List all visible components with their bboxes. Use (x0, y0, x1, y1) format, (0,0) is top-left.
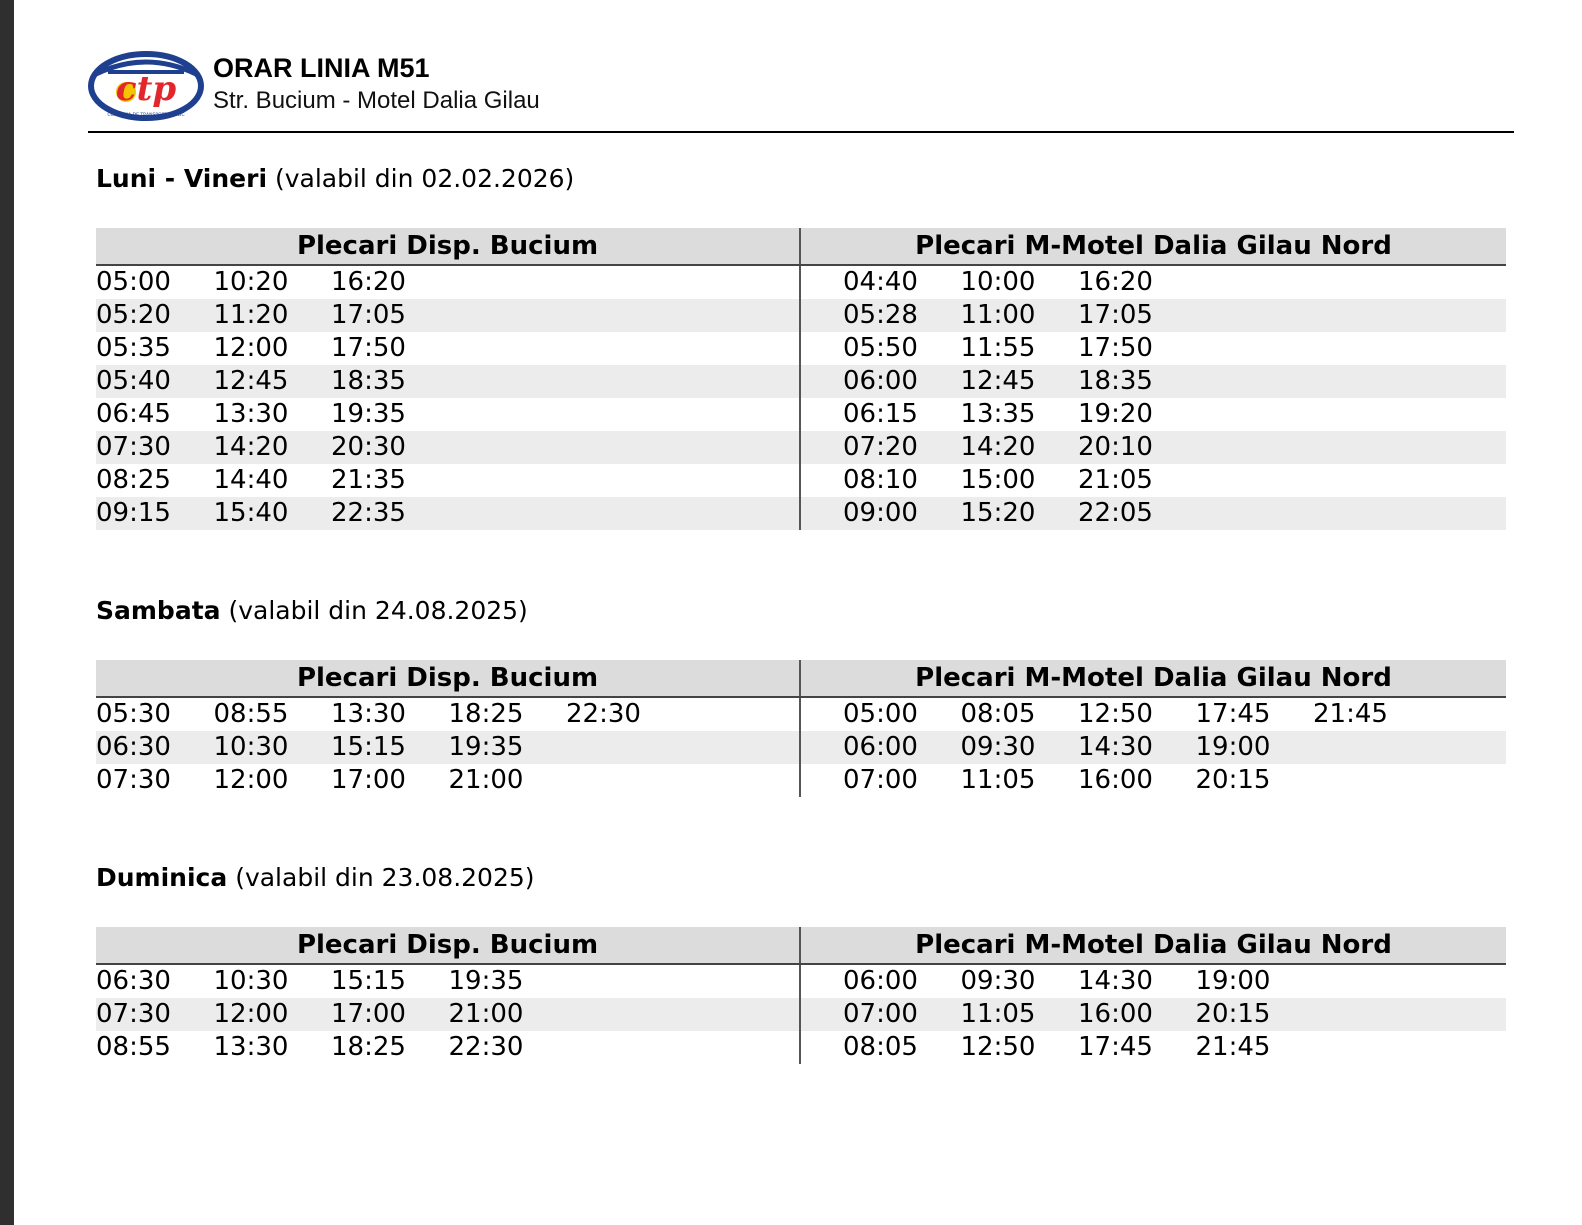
timetable (96, 660, 1506, 797)
departure-time: 21:45 (1195, 1032, 1271, 1062)
departure-time: 08:55 (96, 1032, 171, 1062)
timetable-header (96, 660, 1506, 698)
timetable-body (96, 698, 1506, 797)
departures-gilau-cells (801, 731, 1506, 764)
departure-time: 17:05 (1078, 300, 1153, 330)
departure-time: 21:00 (448, 999, 524, 1029)
departure-time: 18:25 (331, 1032, 406, 1062)
departure-time: 09:15 (96, 498, 171, 528)
section-validity: (valabil din 24.08.2025) (228, 596, 528, 625)
departure-time: 11:20 (213, 300, 289, 330)
timetable (96, 228, 1506, 530)
departure-time: 17:50 (1078, 333, 1153, 363)
departure-time: 08:10 (843, 465, 918, 495)
departures-gilau-cells (801, 764, 1506, 797)
table-row (96, 731, 1506, 764)
departures-gilau-cells (801, 965, 1506, 998)
section-day: Luni - Vineri (96, 164, 268, 193)
departure-time: 07:00 (843, 765, 918, 795)
departure-time: 12:00 (213, 333, 289, 363)
departure-time: 10:30 (213, 732, 289, 762)
departure-time: 10:20 (213, 267, 289, 297)
departure-time: 14:20 (960, 432, 1036, 462)
section-validity: (valabil din 23.08.2025) (235, 863, 535, 892)
departures-gilau-cells (801, 266, 1506, 299)
departure-time: 13:30 (213, 399, 289, 429)
departure-time: 05:50 (843, 333, 918, 363)
departures-gilau-cells (801, 497, 1506, 530)
departure-time: 12:50 (960, 1032, 1036, 1062)
header-departures-bucium: Plecari Disp. Bucium (96, 927, 801, 963)
table-row (96, 497, 1506, 530)
departure-time: 09:00 (843, 498, 918, 528)
departure-time: 09:30 (960, 966, 1036, 996)
departures-bucium-cells (96, 497, 801, 530)
departures-gilau-cells (801, 698, 1506, 731)
departure-time: 10:30 (213, 966, 289, 996)
timetable-body (96, 266, 1506, 530)
departures-gilau-cells (801, 464, 1506, 497)
departure-time: 11:05 (960, 765, 1036, 795)
departure-time: 17:00 (331, 765, 406, 795)
departure-time: 06:00 (843, 732, 918, 762)
departures-gilau-cells (801, 998, 1506, 1031)
departure-time: 20:15 (1195, 999, 1271, 1029)
departure-time: 22:30 (566, 699, 641, 729)
departures-gilau-cells (801, 398, 1506, 431)
svg-text:COMPANIA DE TRANSPORT PUBLIC: COMPANIA DE TRANSPORT PUBLIC (107, 113, 185, 118)
departure-time: 20:10 (1078, 432, 1153, 462)
svg-text:ctp: ctp (115, 69, 177, 109)
departure-time: 15:15 (331, 732, 406, 762)
departure-time: 21:35 (331, 465, 406, 495)
departure-time: 06:15 (843, 399, 918, 429)
section-validity: (valabil din 02.02.2026) (274, 164, 575, 193)
departure-time: 21:00 (448, 765, 524, 795)
departure-time: 21:45 (1313, 699, 1388, 729)
departure-time: 12:50 (1078, 699, 1153, 729)
departure-time: 12:00 (213, 999, 289, 1029)
timetable-body (96, 965, 1506, 1064)
departure-time: 15:00 (960, 465, 1036, 495)
table-row (96, 698, 1506, 731)
departure-time: 04:40 (843, 267, 918, 297)
departure-time: 07:00 (843, 999, 918, 1029)
timetable-header (96, 927, 1506, 965)
departure-time: 08:05 (843, 1032, 918, 1062)
departure-time: 06:30 (96, 966, 171, 996)
departure-time: 20:30 (331, 432, 406, 462)
header-departures-bucium: Plecari Disp. Bucium (96, 660, 801, 696)
departure-time: 22:35 (331, 498, 406, 528)
departures-gilau-cells (801, 365, 1506, 398)
timetable-header (96, 228, 1506, 266)
departure-time: 11:55 (960, 333, 1036, 363)
table-row (96, 464, 1506, 497)
page-title: ORAR LINIA M51 (213, 53, 430, 83)
departure-time: 18:25 (448, 699, 524, 729)
departure-time: 22:05 (1078, 498, 1153, 528)
departure-time: 11:05 (960, 999, 1036, 1029)
table-row (96, 332, 1506, 365)
departure-time: 16:00 (1078, 999, 1153, 1029)
departure-time: 22:30 (448, 1032, 524, 1062)
departure-time: 05:00 (843, 699, 918, 729)
departure-time: 07:30 (96, 999, 171, 1029)
departures-bucium-cells (96, 398, 801, 431)
departures-gilau-cells (801, 299, 1506, 332)
departures-bucium-cells (96, 764, 801, 797)
departure-time: 16:00 (1078, 765, 1153, 795)
departure-time: 19:00 (1195, 732, 1271, 762)
departure-time: 17:45 (1078, 1032, 1153, 1062)
table-row (96, 1031, 1506, 1064)
table-row (96, 365, 1506, 398)
table-row (96, 965, 1506, 998)
departures-bucium-cells (96, 698, 801, 731)
departure-time: 12:00 (213, 765, 289, 795)
departure-time: 05:35 (96, 333, 171, 363)
departures-bucium-cells (96, 998, 801, 1031)
departure-time: 10:00 (960, 267, 1036, 297)
departure-time: 19:35 (331, 399, 406, 429)
departure-time: 07:20 (843, 432, 918, 462)
section-day: Sambata (96, 596, 221, 625)
section-day: Duminica (96, 863, 228, 892)
departure-time: 07:30 (96, 765, 171, 795)
departure-time: 13:30 (213, 1032, 289, 1062)
departures-bucium-cells (96, 431, 801, 464)
departure-time: 05:30 (96, 699, 171, 729)
departure-time: 08:05 (960, 699, 1036, 729)
departure-time: 19:00 (1195, 966, 1271, 996)
departures-gilau-cells (801, 332, 1506, 365)
route-subtitle: Str. Bucium - Motel Dalia Gilau (213, 87, 540, 114)
departures-bucium-cells (96, 965, 801, 998)
departure-time: 05:28 (843, 300, 918, 330)
departure-time: 17:50 (331, 333, 406, 363)
table-row (96, 998, 1506, 1031)
departure-time: 09:30 (960, 732, 1036, 762)
departure-time: 06:00 (843, 966, 918, 996)
header-departures-gilau: Plecari M-Motel Dalia Gilau Nord (915, 231, 1392, 261)
table-row (96, 299, 1506, 332)
departure-time: 12:45 (960, 366, 1036, 396)
header-departures-gilau: Plecari M-Motel Dalia Gilau Nord (915, 930, 1392, 960)
departure-time: 05:40 (96, 366, 171, 396)
departure-time: 18:35 (1078, 366, 1153, 396)
departure-time: 14:30 (1078, 966, 1153, 996)
departures-gilau-cells (801, 1031, 1506, 1064)
departure-time: 16:20 (1078, 267, 1153, 297)
departure-time: 17:00 (331, 999, 406, 1029)
departure-time: 19:20 (1078, 399, 1153, 429)
table-row (96, 266, 1506, 299)
ctp-logo (88, 48, 204, 124)
departures-gilau-cells (801, 431, 1506, 464)
departure-time: 20:15 (1195, 765, 1271, 795)
departure-time: 13:35 (960, 399, 1036, 429)
header-departures-bucium: Plecari Disp. Bucium (96, 228, 801, 264)
departure-time: 15:40 (213, 498, 289, 528)
departure-time: 06:45 (96, 399, 171, 429)
page-header (88, 44, 1514, 133)
departures-bucium-cells (96, 464, 801, 497)
departure-time: 21:05 (1078, 465, 1153, 495)
departures-bucium-cells (96, 266, 801, 299)
departure-time: 14:40 (213, 465, 289, 495)
departure-time: 15:20 (960, 498, 1036, 528)
departure-time: 17:05 (331, 300, 406, 330)
departures-bucium-cells (96, 332, 801, 365)
departures-bucium-cells (96, 1031, 801, 1064)
header-departures-gilau: Plecari M-Motel Dalia Gilau Nord (915, 663, 1392, 693)
departure-time: 07:30 (96, 432, 171, 462)
departures-bucium-cells (96, 731, 801, 764)
section-heading (96, 863, 535, 893)
departure-time: 06:30 (96, 732, 171, 762)
departure-time: 06:00 (843, 366, 918, 396)
viewer-left-edge (0, 0, 14, 1225)
table-row (96, 764, 1506, 797)
timetable-page (14, 0, 1582, 1225)
section-heading (96, 164, 574, 194)
departures-bucium-cells (96, 299, 801, 332)
departure-time: 14:20 (213, 432, 289, 462)
timetable (96, 927, 1506, 1064)
departure-time: 08:25 (96, 465, 171, 495)
section-heading (96, 596, 528, 626)
departure-time: 16:20 (331, 267, 406, 297)
table-row (96, 398, 1506, 431)
departure-time: 15:15 (331, 966, 406, 996)
departure-time: 08:55 (213, 699, 289, 729)
departure-time: 05:20 (96, 300, 171, 330)
departure-time: 19:35 (448, 732, 524, 762)
departure-time: 11:00 (960, 300, 1036, 330)
departure-time: 12:45 (213, 366, 289, 396)
departure-time: 19:35 (448, 966, 524, 996)
table-row (96, 431, 1506, 464)
departure-time: 18:35 (331, 366, 406, 396)
departures-bucium-cells (96, 365, 801, 398)
departure-time: 05:00 (96, 267, 171, 297)
departure-time: 13:30 (331, 699, 406, 729)
departure-time: 14:30 (1078, 732, 1153, 762)
departure-time: 17:45 (1195, 699, 1271, 729)
